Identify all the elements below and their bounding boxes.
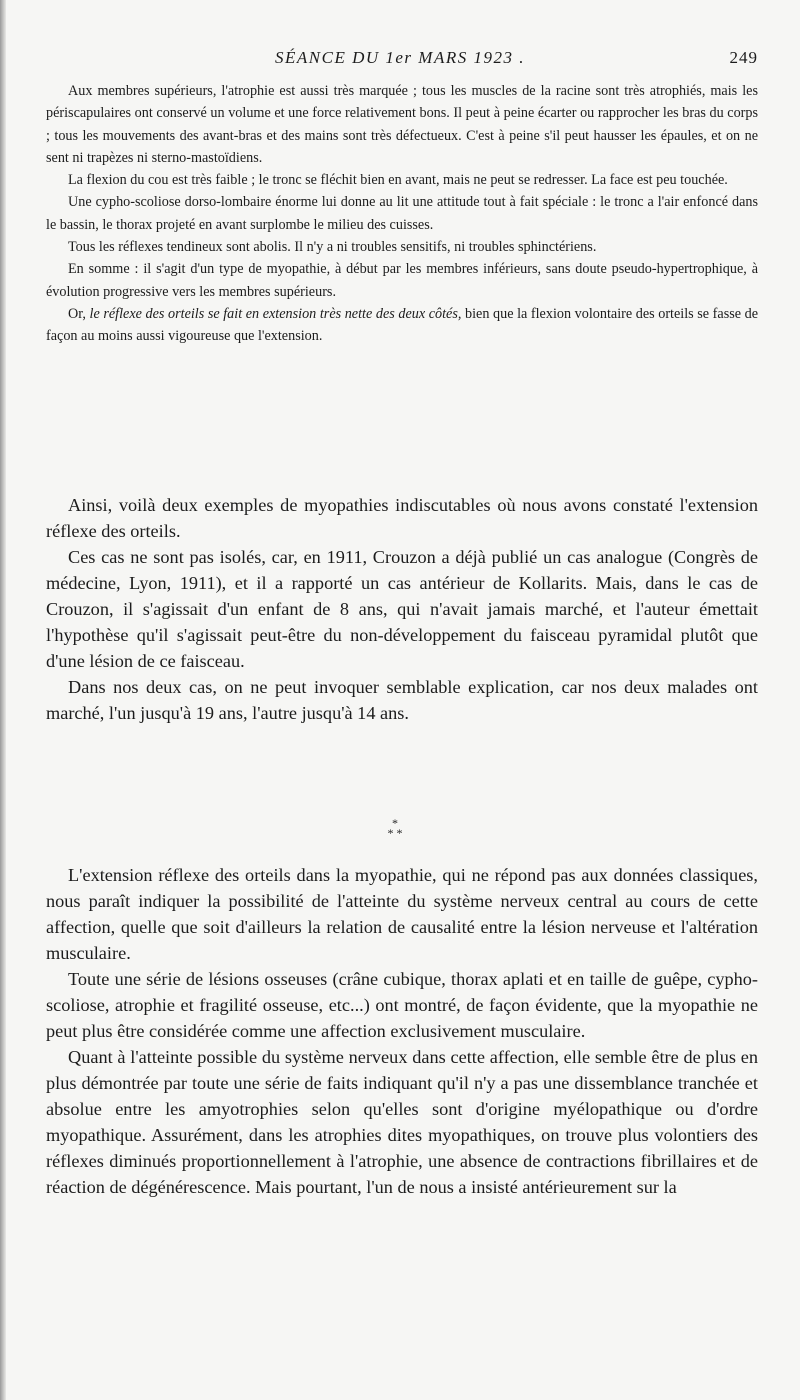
paragraph-neck-flexion: La flexion du cou est très faible ; le tronc se fléchit bien en avant, mais ne peut se redresser. La face est peu touchée. [68, 172, 728, 189]
page-binding-edge [0, 0, 6, 1400]
discussion-section [46, 492, 758, 726]
page-number: 249 [729, 48, 758, 67]
case-description-small-print [46, 80, 758, 348]
paragraph-summary: En somme : il s'agit d'un type de myopathie, à début par les membres inférieurs, sans doute pseudo-hypertrophique, à évolution progressive vers les membres supérieurs. [46, 261, 758, 300]
paragraph-two-examples: Ainsi, voilà deux exemples de myopathies indiscutables où nous avons constaté l'extension réflexe des orteils. [46, 495, 758, 541]
paragraph-reflexes: Tous les réflexes tendineux sont abolis. Il n'y a ni troubles sensitifs, ni troubles sphinctériens. [68, 239, 597, 256]
paragraph-our-cases: Dans nos deux cas, on ne peut invoquer semblable explication, car nos deux malades ont marché, l'un jusqu'à 19 ans, l'autre jusqu'à 14 ans. [46, 677, 758, 723]
paragraph-kyphoscoliosis: Une cypho-scoliose dorso-lombaire énorme lui donne au lit une attitude tout à fait spéciale : le tronc a l'air enfoncé dans le bassin, le thorax projeté en avant surplombe le milieu des cuisses. [46, 194, 758, 233]
toe-reflex-italic: le réflexe des orteils se fait en extension très nette des deux côtés, [89, 305, 462, 322]
asterism-bottom: * * [387, 826, 403, 840]
conclusion-section [46, 862, 758, 1200]
paragraph-toe-reflex [46, 303, 758, 348]
paragraph-crouzon: Ces cas ne sont pas isolés, car, en 1911, Crouzon a déjà publié un cas analogue (Congrès de médecine, Lyon, 1911), et il a rapporté un cas antérieur de Kollarits. Mais, dans le cas de Crouzon, il s'agissait d'un enfant de 8 ans, qui n'avait jamais marché, et l'auteur émettait l'hypothèse qu'il s'agissait peut-être du non-développement du faisceau pyramidal plutôt que d'une lésion de ce faisceau. [46, 547, 758, 671]
toe-reflex-rest: bien que la flexion volontaire des orteils se fasse de façon au moins aussi vigoureuse que l'extension. [46, 305, 758, 345]
paragraph-extension-reflex: L'extension réflexe des orteils dans la myopathie, qui ne répond pas aux données classiques, nous paraît indiquer la possibilité de l'atteinte du système nerveux central au cours de cette affection, quelle que soit d'ailleurs la relation de causalité entre la lésion nerveuse et l'altération musculaire. [46, 865, 758, 963]
section-asterism [360, 818, 430, 838]
paragraph-upper-limbs: Aux membres supérieurs, l'atrophie est aussi très marquée ; tous les muscles de la racine sont très atrophiés, mais les périscapulaires ont conservé un volume et une force relativement bons. Il peut à peine écarter ou rapprocher les bras du corps ; tous les mouvements des avant-bras et des mains sont très défectueux. C'est à peine s'il peut hausser les épaules, et on ne sent ni trapèzes ni sterno-mastoïdiens. [46, 83, 758, 166]
paragraph-nervous-system: Quant à l'atteinte possible du système nerveux dans cette affection, elle semble être de plus en plus démontrée par toute une série de faits indiquant qu'il n'y a pas une dissemblance tranchée et absolue entre les amyotrophies selon qu'elles sont d'origine myélopathique ou d'ordre myopathique. Assurément, dans les atrophies dites myopathiques, on trouve plus volontiers des réflexes diminués proportionnellement à l'atrophie, une absence de contractions fibrillaires et de réaction de dégénérescence. Mais pourtant, l'un de nous a insisté antérieurement sur la [46, 1047, 758, 1197]
running-head: SÉANCE DU 1er MARS 1923 . [275, 48, 525, 67]
page-header [40, 46, 760, 74]
paragraph-bone-lesions: Toute une série de lésions osseuses (crâne cubique, thorax aplati et en taille de guêpe, cypho-scoliose, atrophie et fragilité osseuse, etc...) ont montré, de façon évidente, que la myopathie ne peut plus être considérée comme une affection exclusivement musculaire. [46, 969, 758, 1041]
toe-reflex-lead: Or, [68, 305, 90, 322]
asterism-top: * [392, 816, 398, 830]
